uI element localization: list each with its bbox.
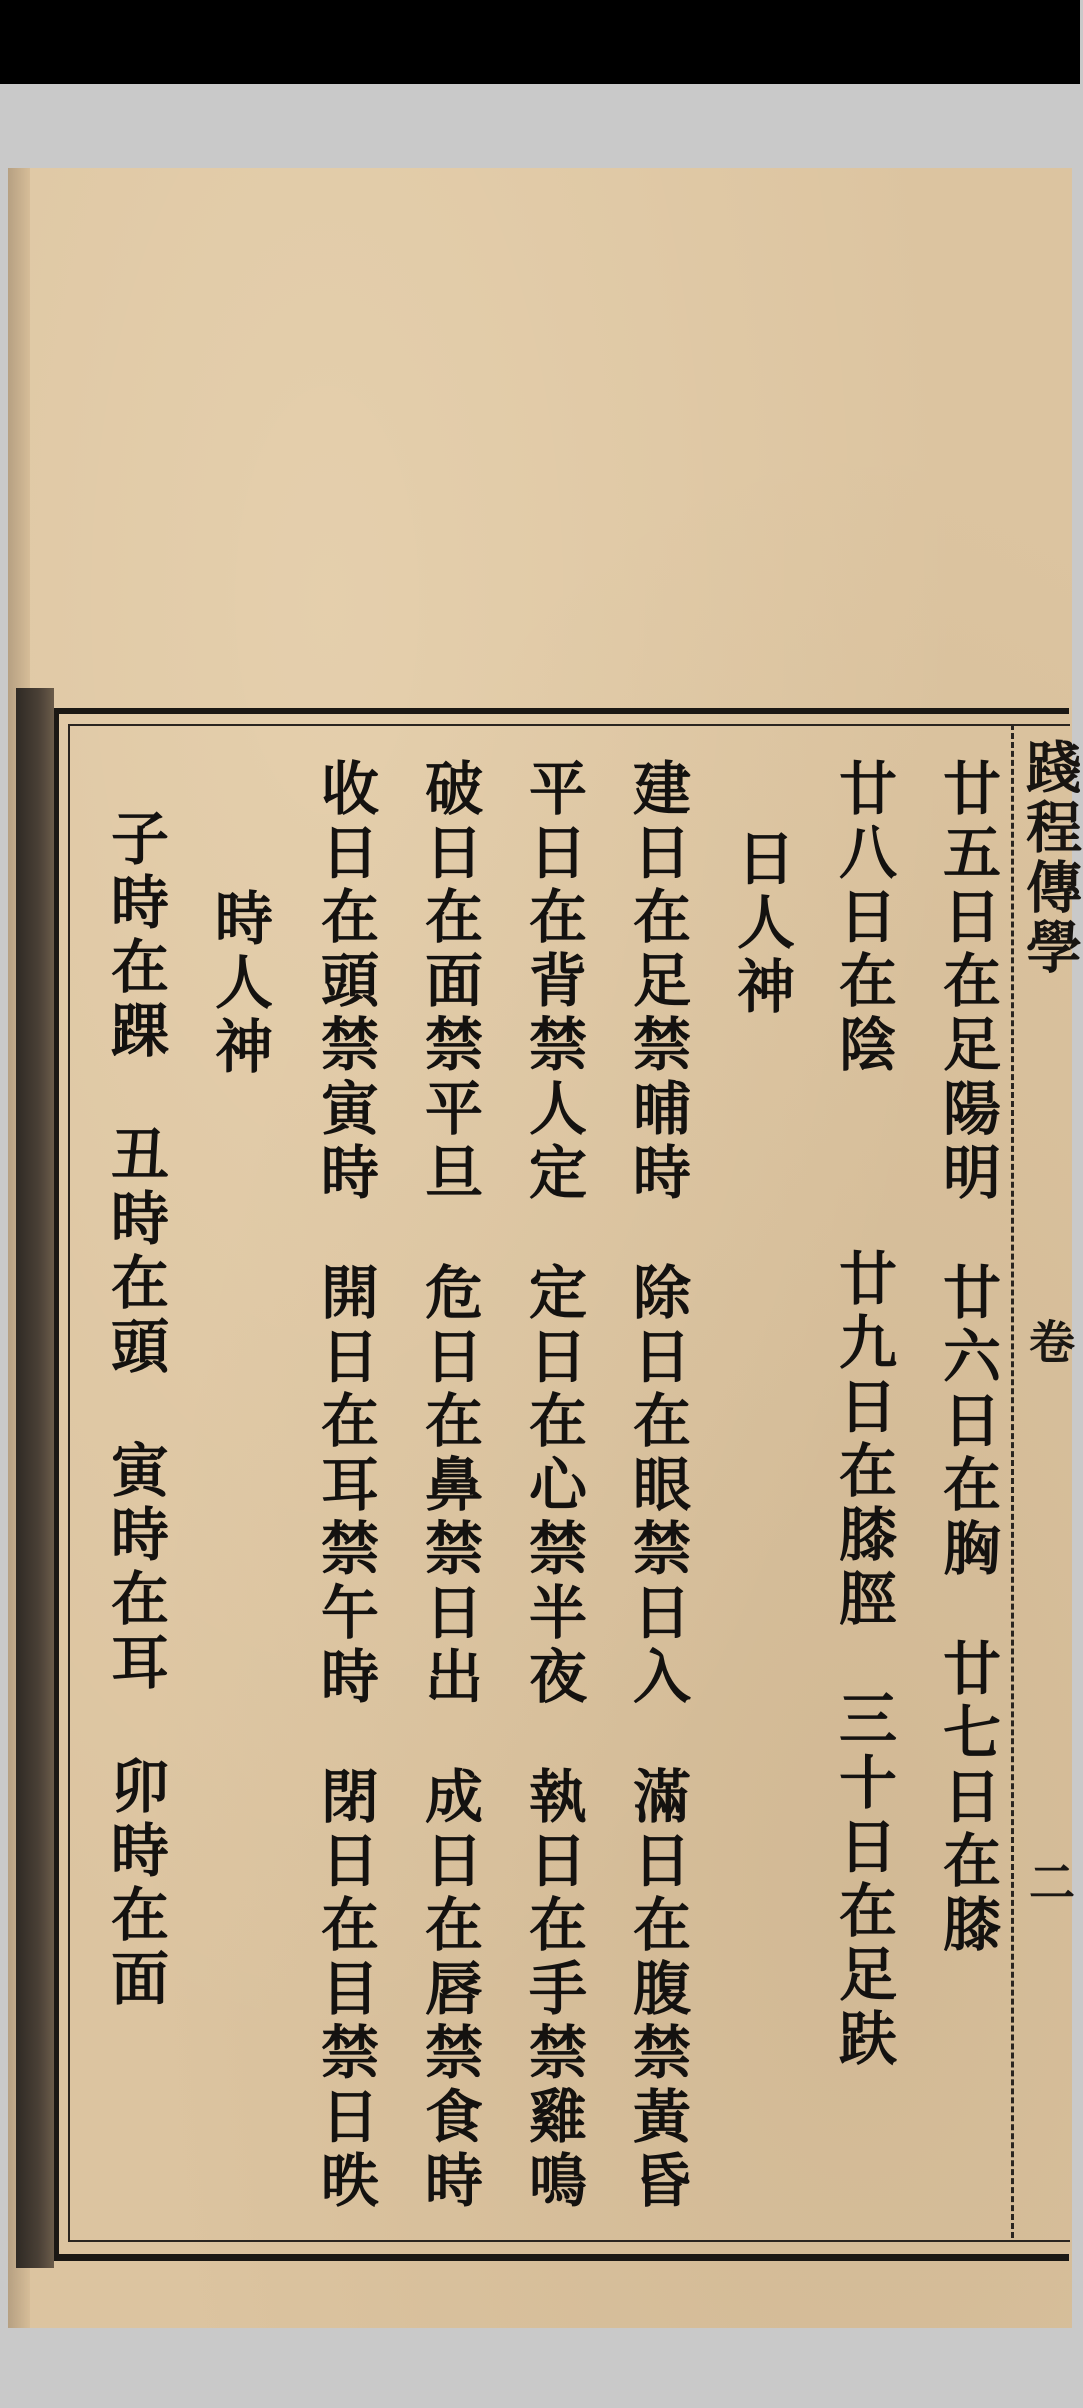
status-bar [0,0,1080,84]
text-entry: 廿九日在膝脛 [829,1248,897,1632]
text-entry: 廿五日在足陽明 [933,758,1001,1206]
text-entry: 開日在耳禁午時 [311,1262,379,1710]
text-entry: 平日在背禁人定 [519,758,587,1206]
text-entry: 廿七日在膝 [933,1638,1001,1958]
text-column [415,758,483,2214]
section-heading: 日人神 [727,828,795,1020]
text-column [623,758,691,2214]
text-entry: 破日在面禁平旦 [415,758,483,1206]
text-entry: 除日在眼禁日入 [623,1262,691,1710]
book-page [8,168,1083,2328]
fold-line [1011,724,1014,2238]
text-column [519,758,587,2214]
text-entry: 廿六日在胸 [933,1262,1001,1582]
text-entry: 廿八日在陰 [829,758,897,1078]
text-entry: 閉日在目禁日昳 [311,1766,379,2214]
margin-title: 踐程傳學 [1017,738,1083,978]
margin-mark-volume: 卷 [1022,1318,1076,1364]
text-column [933,758,1001,1958]
text-column [311,758,379,2214]
text-entry: 執日在手禁雞鳴 [519,1766,587,2214]
section-heading: 時人神 [205,888,273,1080]
binding-shadow [16,688,54,2268]
margin-mark-number: 二 [1022,1858,1076,1904]
text-entry: 滿日在腹禁黃昏 [623,1766,691,2214]
text-entry: 收日在頭禁寅時 [311,758,379,1206]
text-entry: 成日在唇禁食時 [415,1766,483,2214]
text-entry: 卯時在面 [101,1756,169,2012]
text-column [101,808,169,2012]
text-entry: 三十日在足趺 [829,1688,897,2072]
text-column [829,758,897,2072]
text-entry: 子時在踝 [101,808,169,1064]
navigation-bar [0,2330,1080,2408]
text-entry: 定日在心禁半夜 [519,1262,587,1710]
text-entry: 建日在足禁晡時 [623,758,691,1206]
text-entry: 丑時在頭 [101,1124,169,1380]
text-entry: 寅時在耳 [101,1440,169,1696]
text-entry: 危日在鼻禁日出 [415,1262,483,1710]
